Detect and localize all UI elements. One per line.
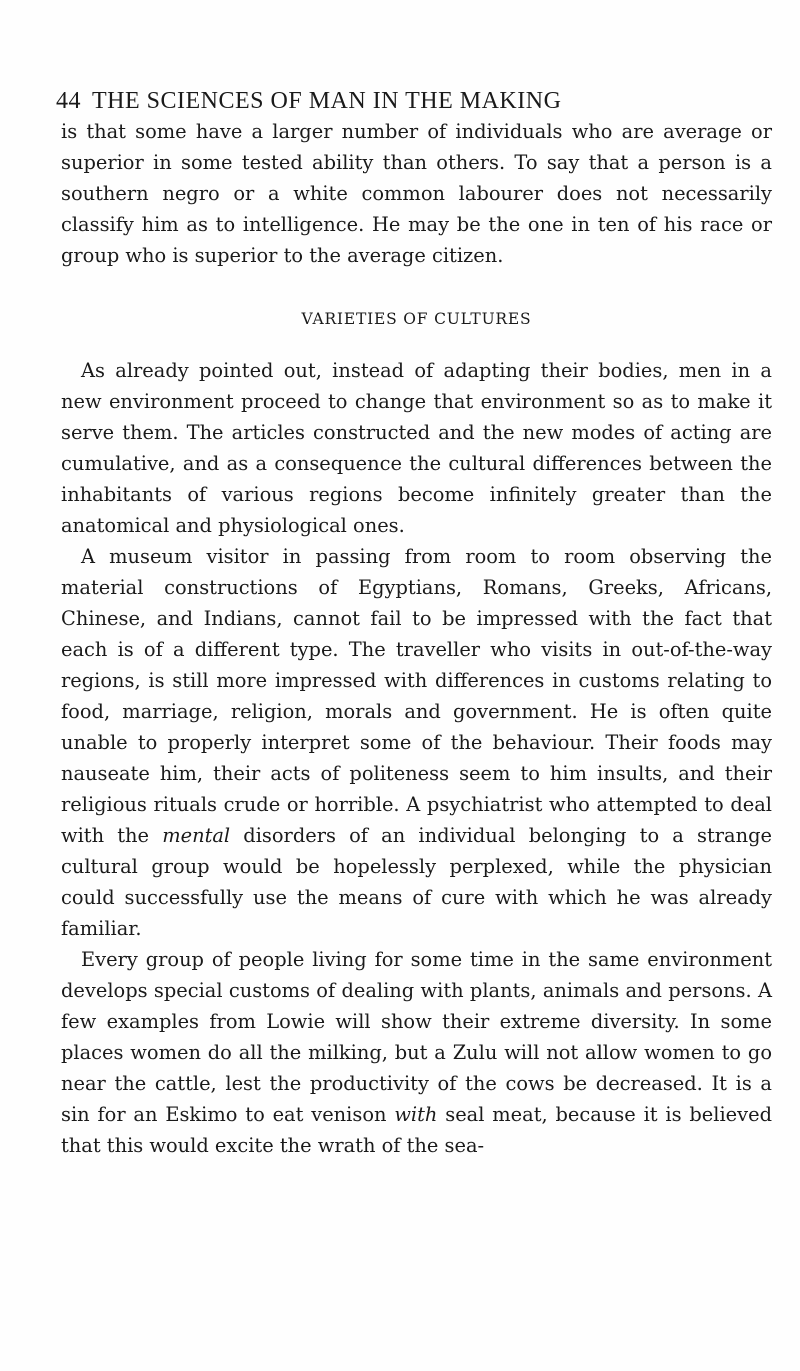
paragraph-text: Every group of people living for some time in the same environment develops special customs of dealing with plants, animals and persons. A few examples from Lowie will show their extreme diversity. In some places women do all the milking, but a Zulu will not allow women to go near the cattle, lest the productivity of the cows be decreased. It is a sin for an Eskimo to eat venison: [61, 948, 772, 1126]
paragraph-customs: [61, 944, 772, 1161]
paragraph-text: disorders of an individual belonging to a strange cultural group would be hopelessly perplexed, while the physician could successfully use the means of cure with which he was already familiar.: [61, 824, 772, 940]
page-number: 44: [56, 88, 81, 114]
book-title: THE SCIENCES OF MAN IN THE MAKING: [92, 88, 562, 114]
paragraph-continued: is that some have a larger number of individuals who are average or superior in some tested ability than others. To say that a person is a southern negro or a white common labourer does not necessarily classify him as to intelligence. He may be the one in ten of his race or group who is superior to the average citizen.: [61, 120, 772, 267]
paragraph-museum-visitor: [61, 541, 772, 944]
emphasis-text: mental: [162, 824, 231, 847]
section-heading: VARIETIES OF CULTURES: [301, 310, 532, 328]
body-text: [61, 116, 772, 1161]
running-head: [56, 86, 706, 116]
paragraph-varieties-intro: As already pointed out, instead of adapting their bodies, men in a new environment proceed to change that environment so as to make it serve them. The articles constructed and the new modes of acting are cumulative, and as a consequence the cultural differences between the inhabitants of various regions become infinitely greater than the anatomical and physiological ones.: [61, 359, 772, 537]
emphasis-text: with: [394, 1103, 438, 1126]
paragraph-text: A museum visitor in passing from room to room observing the material constructions of Egyptians, Romans, Greeks, Africans, Chinese, and Indians, cannot fail to be impressed with the fact that each is of a different type. The traveller who visits in out-of-the-way regions, is still more impressed with differences in customs relating to food, marriage, religion, morals and government. He is often quite unable to properly interpret some of the behaviour. Their foods may nauseate him, their acts of politeness seem to him insults, and their religious rituals crude or horrible. A psychiatrist who attempted to deal with the: [61, 545, 772, 847]
paragraph-text: seal meat, because it is believed that this would excite the wrath of the sea-: [61, 1103, 772, 1157]
